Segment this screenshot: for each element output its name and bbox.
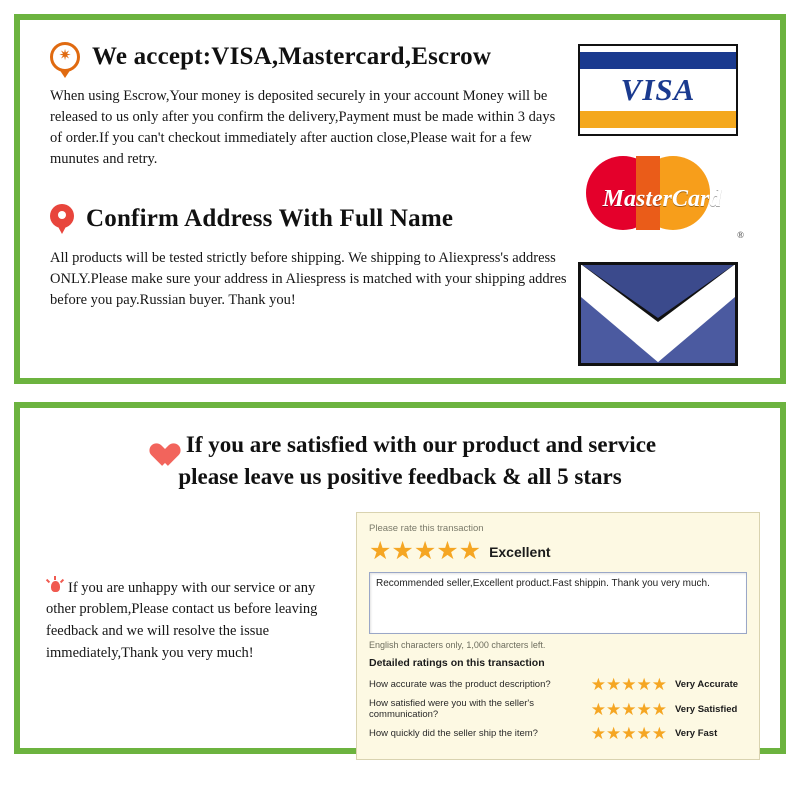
mastercard-wordmark: MasterCard <box>602 186 722 212</box>
visa-wordmark: VISA <box>620 72 696 107</box>
payment-and-address-panel <box>14 14 786 384</box>
unhappy-note-text: If you are unhappy with our service or any other problem,Please contact us before leaving feedback and we will resolve the issue immediately,Thank you very much! <box>46 579 318 661</box>
feedback-heading-line1-row <box>40 432 760 458</box>
detail-question: How quickly did the seller ship the item? <box>369 728 538 739</box>
overall-rating-row <box>369 539 747 564</box>
detail-question: How accurate was the product description? <box>369 679 551 690</box>
overall-rating-label: Excellent <box>489 543 551 560</box>
detail-value: Very Accurate <box>675 679 739 690</box>
idea-bulb-icon <box>46 577 64 595</box>
payment-logos-column <box>578 38 758 366</box>
feedback-heading <box>40 432 760 490</box>
envelope-icon <box>578 262 738 366</box>
payment-paragraph: When using Escrow,Your money is deposited securely in your account Money will be released to us only after you confirm the delivery,Payment must be made within 3 days of order.If you can't checkout immediately after auction close,Please wait for a few munutes and retry. <box>50 88 556 168</box>
detail-value: Very Satisfied <box>675 703 738 715</box>
map-pin-icon <box>50 204 74 234</box>
detail-stars[interactable]: ★★★★★ <box>590 699 667 719</box>
feedback-comment-textarea[interactable]: Recommended seller,Excellent product.Fast shippin. Thank you very much. <box>369 572 747 634</box>
address-paragraph: All products will be tested strictly before shipping. We shipping to Aliexpress's address ONLY.Please make sure your address in Aliespress is matched with your shipping addres before you pay.Russian buyer. Thank you! <box>50 250 567 309</box>
character-count-hint: English characters only, 1,000 charcters left. <box>369 640 546 650</box>
escrow-target-icon <box>50 42 80 72</box>
mastercard-logo <box>578 152 746 254</box>
payment-text-column <box>42 38 578 315</box>
visa-card-logo <box>578 44 738 136</box>
feedback-heading-line2: please leave us positive feedback & all 5 stars <box>178 464 622 489</box>
rating-prompt: Please rate this transaction <box>369 523 484 534</box>
payment-heading-row <box>50 42 568 72</box>
rating-card <box>356 512 760 760</box>
detail-question: How satisfied were you with the seller's communication? <box>369 698 534 720</box>
heart-icon <box>144 432 172 458</box>
detail-stars[interactable]: ★★★★★ <box>590 675 667 694</box>
unhappy-note-block <box>40 512 356 679</box>
address-heading: Confirm Address With Full Name <box>86 205 454 233</box>
feedback-panel <box>14 402 786 754</box>
mastercard-registered-mark: ® <box>737 230 744 240</box>
detail-stars[interactable]: ★★★★★ <box>590 724 667 743</box>
table-row <box>369 725 747 742</box>
payment-section <box>42 38 758 366</box>
table-row <box>369 698 747 720</box>
detailed-ratings-title: Detailed ratings on this transaction <box>369 657 545 669</box>
overall-stars[interactable]: ★★★★★ <box>369 537 482 565</box>
feedback-body <box>40 512 760 760</box>
address-heading-row <box>50 204 568 234</box>
feedback-heading-line1: If you are satisfied with our product and service <box>185 432 657 457</box>
table-row <box>369 676 747 693</box>
detail-value: Very Fast <box>675 728 718 739</box>
unhappy-note-paragraph <box>46 577 346 665</box>
payment-heading: We accept:VISA,Mastercard,Escrow <box>92 43 492 70</box>
